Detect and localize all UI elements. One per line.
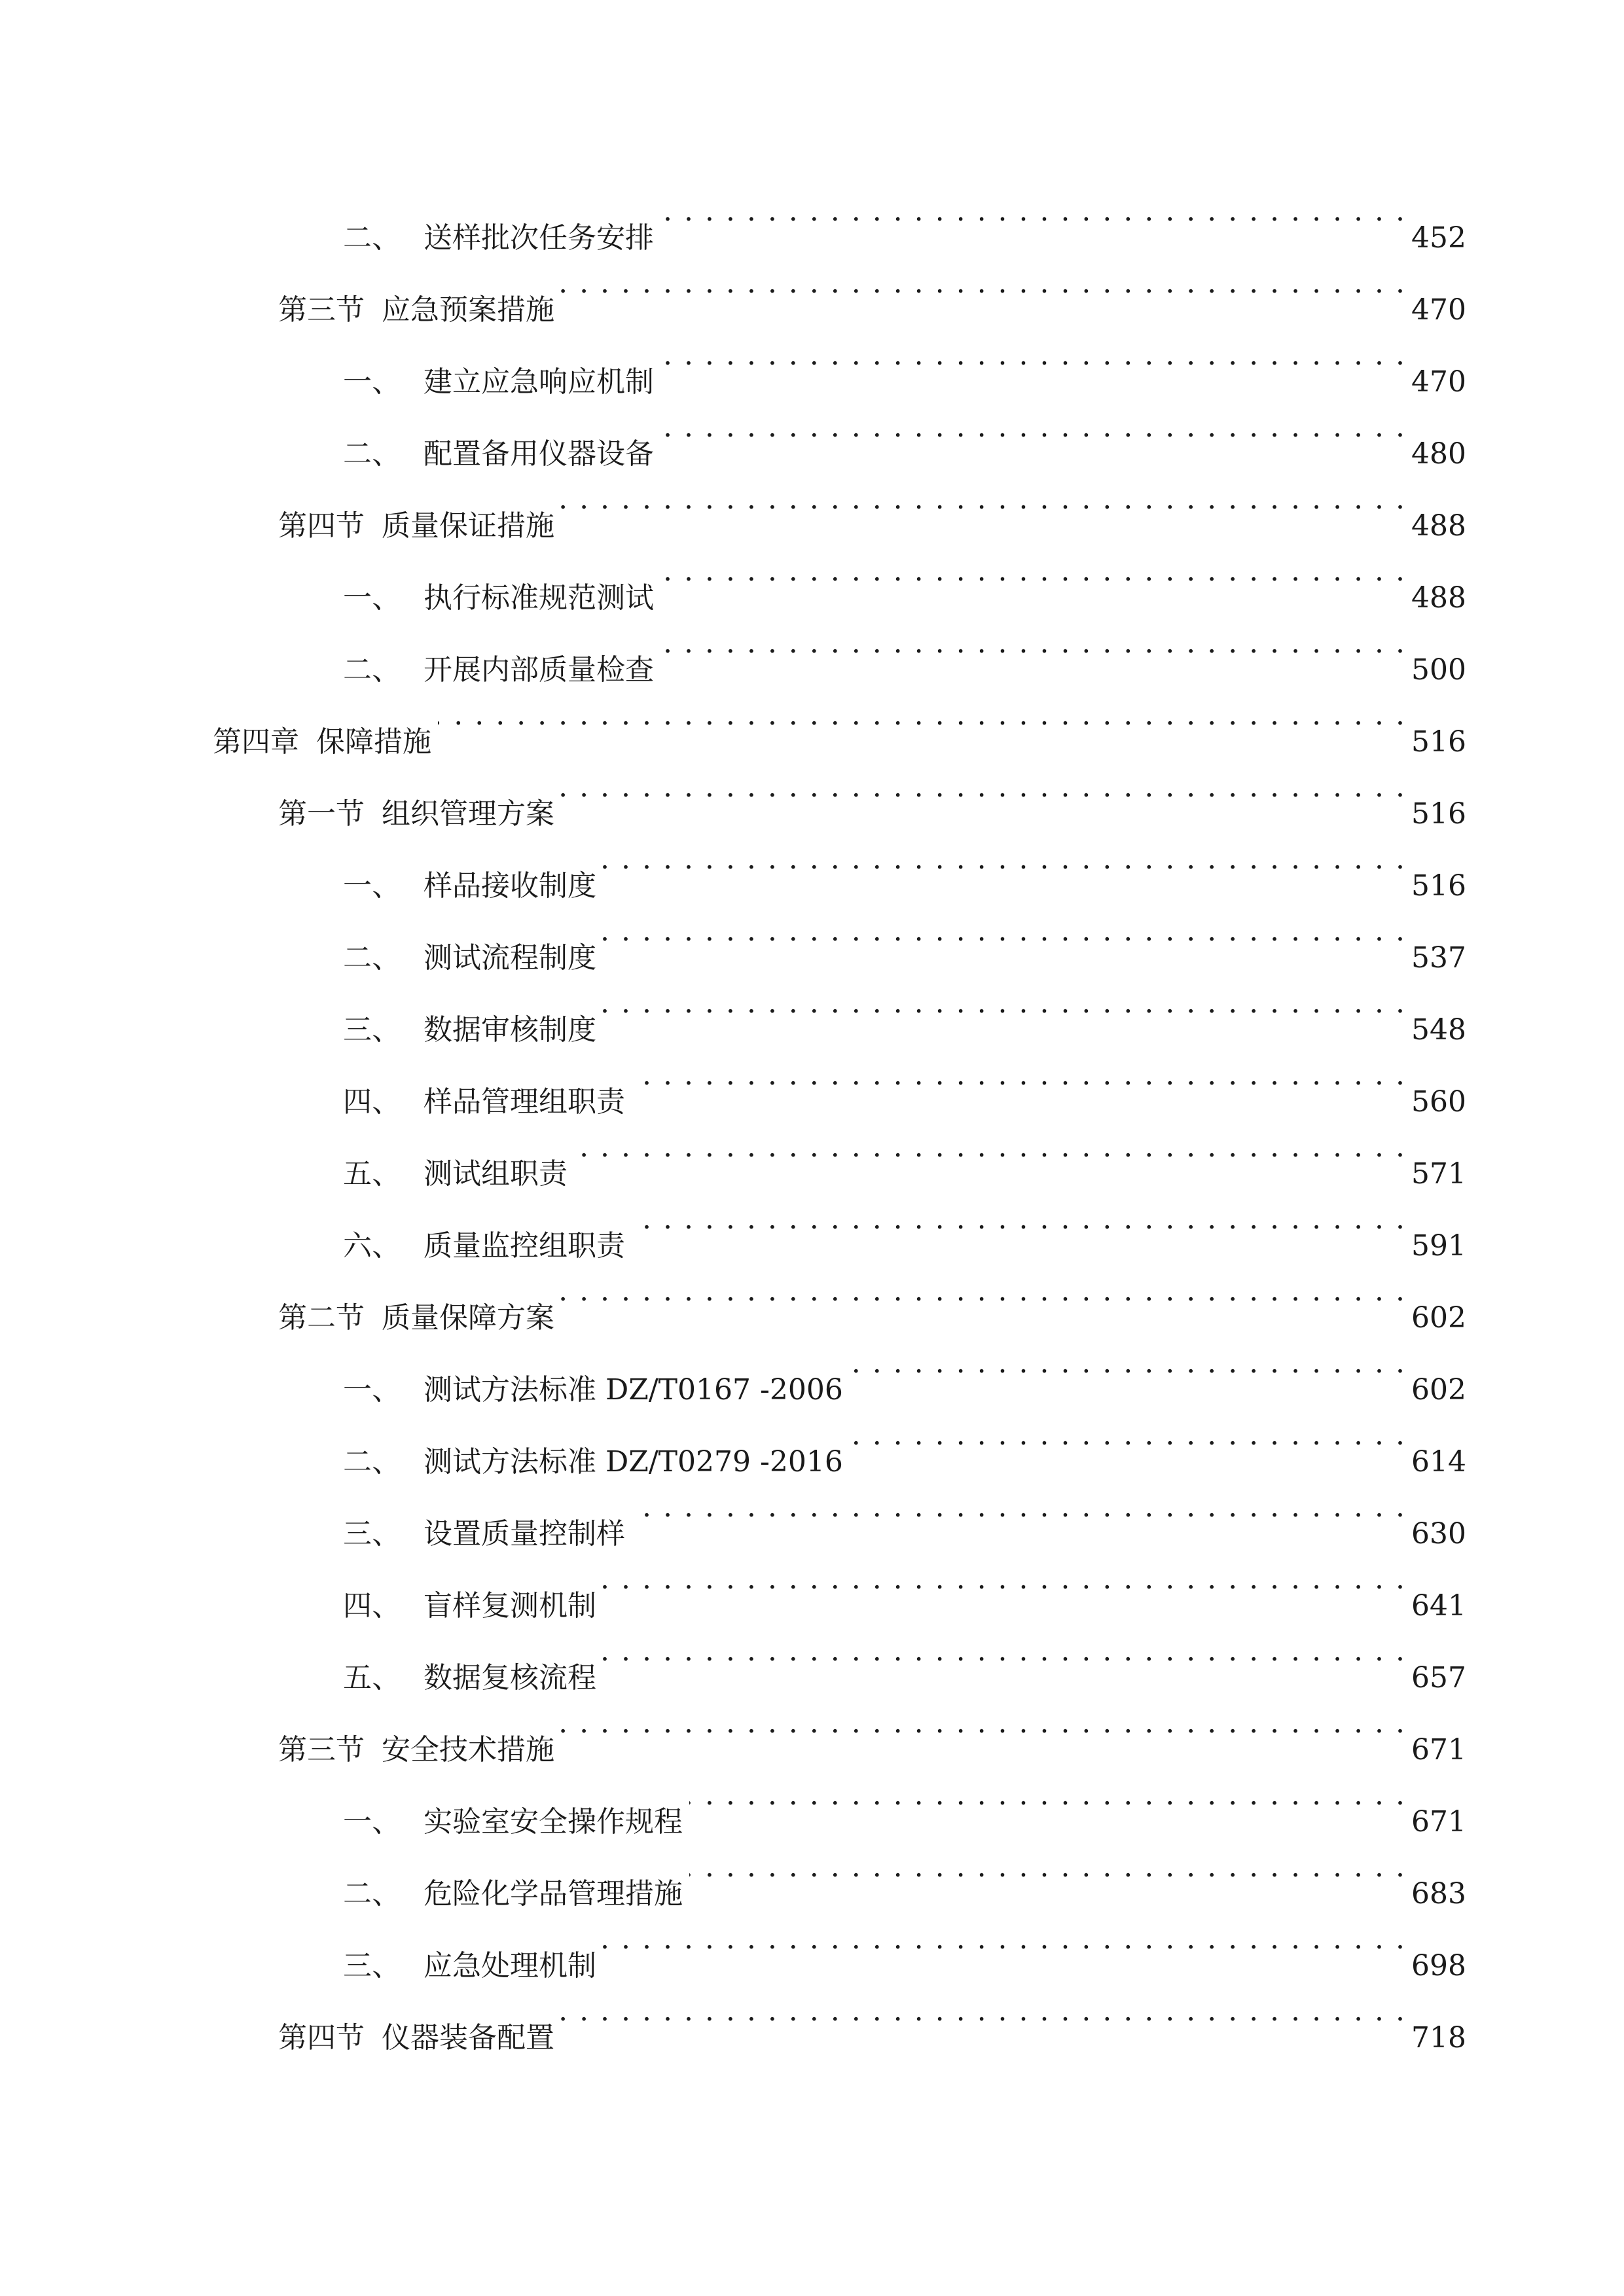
- toc-entry[interactable]: [0, 463, 1624, 543]
- toc-entry-page: 641: [1411, 1589, 1466, 1623]
- toc-entry-number: 二、: [343, 1877, 401, 1910]
- dot-leader: [561, 1255, 1406, 1327]
- toc-entry-page: 537: [1411, 941, 1466, 975]
- dot-leader: [603, 895, 1406, 967]
- dot-leader: [632, 1039, 1406, 1111]
- table-of-contents: [0, 175, 1624, 2054]
- dot-leader: [660, 607, 1406, 679]
- toc-entry-number: 二、: [343, 221, 401, 255]
- dot-leader: [603, 1543, 1406, 1615]
- toc-entry-page: 516: [1411, 725, 1466, 759]
- toc-entry-title: 危险化学品管理措施: [424, 1877, 683, 1910]
- toc-entry-title: 数据复核流程: [424, 1661, 596, 1695]
- dot-leader: [561, 1975, 1406, 2047]
- toc-entry-title: 样品管理组职责: [424, 1085, 625, 1119]
- dot-leader: [438, 679, 1406, 751]
- dot-leader: [603, 967, 1406, 1039]
- toc-entry-number: 五、: [343, 1661, 401, 1695]
- toc-entry-title: 样品接收制度: [424, 869, 596, 903]
- toc-entry-number: 三、: [343, 1517, 401, 1551]
- toc-entry-page: 488: [1411, 581, 1466, 615]
- toc-entry-number: 一、: [343, 581, 401, 615]
- dot-leader: [660, 535, 1406, 607]
- toc-entry-title: 测试组职责: [424, 1157, 568, 1191]
- toc-entry-page: 470: [1411, 365, 1466, 399]
- toc-entry-title: 盲样复测机制: [424, 1589, 596, 1623]
- toc-entry-page: 480: [1411, 437, 1466, 471]
- toc-entry[interactable]: [0, 1615, 1624, 1695]
- toc-entry-page: 683: [1411, 1877, 1466, 1910]
- dot-leader: [689, 1831, 1406, 1903]
- toc-entry-page: 488: [1411, 509, 1466, 543]
- toc-entry[interactable]: [0, 319, 1624, 399]
- toc-entry-page: 671: [1411, 1805, 1466, 1839]
- toc-entry-title: 保障措施: [316, 725, 431, 759]
- toc-entry-page: 614: [1411, 1445, 1466, 1479]
- dot-leader: [850, 1399, 1406, 1471]
- toc-entry-page: 560: [1411, 1085, 1466, 1119]
- toc-entry[interactable]: [0, 1327, 1624, 1407]
- dot-leader: [660, 175, 1406, 247]
- toc-entry-title: 执行标准规范测试: [424, 581, 654, 615]
- toc-entry[interactable]: [0, 607, 1624, 687]
- toc-entry-title: 应急预案措施: [382, 293, 554, 327]
- toc-entry-page: 470: [1411, 293, 1466, 327]
- toc-entry-number: 六、: [343, 1229, 401, 1263]
- toc-entry[interactable]: [0, 1687, 1624, 1767]
- toc-entry[interactable]: [0, 1183, 1624, 1263]
- toc-entry-title: 开展内部质量检查: [424, 653, 654, 687]
- dot-leader: [561, 1687, 1406, 1759]
- toc-entry[interactable]: [0, 1543, 1624, 1623]
- dot-leader: [561, 751, 1406, 823]
- toc-entry-title: 设置质量控制样: [424, 1517, 625, 1551]
- dot-leader: [561, 247, 1406, 319]
- toc-entry[interactable]: [0, 391, 1624, 471]
- toc-entry-page: 602: [1411, 1373, 1466, 1407]
- toc-entry-page: 548: [1411, 1013, 1466, 1047]
- toc-entry-number: 第四节: [278, 2021, 365, 2054]
- toc-entry-page: 591: [1411, 1229, 1466, 1263]
- toc-entry[interactable]: [0, 1903, 1624, 1982]
- toc-entry-title: 仪器装备配置: [382, 2021, 554, 2054]
- toc-entry-page: 516: [1411, 869, 1466, 903]
- dot-leader: [561, 463, 1406, 535]
- toc-entry-title: 送样批次任务安排: [424, 221, 654, 255]
- toc-entry[interactable]: [0, 1471, 1624, 1551]
- toc-entry-page: 452: [1411, 221, 1466, 255]
- toc-entry-page: 698: [1411, 1949, 1466, 1982]
- toc-entry-title: 测试方法标准 DZ/T0167 -2006: [424, 1373, 843, 1407]
- dot-leader: [660, 319, 1406, 391]
- toc-entry-number: 一、: [343, 1805, 401, 1839]
- dot-leader: [574, 1111, 1406, 1183]
- toc-entry[interactable]: [0, 1831, 1624, 1910]
- toc-entry[interactable]: [0, 1759, 1624, 1839]
- toc-entry[interactable]: [0, 1255, 1624, 1335]
- toc-entry-number: 第三节: [278, 293, 365, 327]
- toc-entry-title: 测试方法标准 DZ/T0279 -2016: [424, 1445, 843, 1479]
- toc-entry-number: 二、: [343, 941, 401, 975]
- toc-entry-title: 测试流程制度: [424, 941, 596, 975]
- toc-entry[interactable]: [0, 895, 1624, 975]
- toc-entry-title: 质量监控组职责: [424, 1229, 625, 1263]
- dot-leader: [603, 1903, 1406, 1975]
- toc-entry-number: 第四节: [278, 509, 365, 543]
- toc-entry-page: 602: [1411, 1301, 1466, 1335]
- toc-entry-page: 657: [1411, 1661, 1466, 1695]
- toc-entry-title: 建立应急响应机制: [424, 365, 654, 399]
- toc-entry-page: 516: [1411, 797, 1466, 831]
- toc-entry-number: 一、: [343, 869, 401, 903]
- toc-entry[interactable]: [0, 1111, 1624, 1191]
- dot-leader: [660, 391, 1406, 463]
- toc-entry[interactable]: [0, 1399, 1624, 1479]
- dot-leader: [850, 1327, 1406, 1399]
- toc-entry[interactable]: [0, 967, 1624, 1047]
- toc-entry-page: 500: [1411, 653, 1466, 687]
- dot-leader: [689, 1759, 1406, 1831]
- toc-entry-number: 三、: [343, 1949, 401, 1982]
- dot-leader: [632, 1183, 1406, 1255]
- toc-entry-title: 质量保证措施: [382, 509, 554, 543]
- toc-entry-title: 配置备用仪器设备: [424, 437, 654, 471]
- toc-entry-number: 第三节: [278, 1733, 365, 1767]
- toc-entry-number: 第四章: [213, 725, 299, 759]
- toc-entry-title: 数据审核制度: [424, 1013, 596, 1047]
- toc-entry-number: 一、: [343, 1373, 401, 1407]
- toc-entry[interactable]: [0, 679, 1624, 759]
- toc-entry-number: 二、: [343, 653, 401, 687]
- toc-entry-number: 四、: [343, 1085, 401, 1119]
- toc-entry-number: 第一节: [278, 797, 365, 831]
- toc-entry-number: 二、: [343, 437, 401, 471]
- toc-entry-title: 组织管理方案: [382, 797, 554, 831]
- toc-entry[interactable]: [0, 1039, 1624, 1119]
- toc-entry-title: 质量保障方案: [382, 1301, 554, 1335]
- toc-entry-number: 第二节: [278, 1301, 365, 1335]
- toc-entry-number: 四、: [343, 1589, 401, 1623]
- toc-entry-title: 实验室安全操作规程: [424, 1805, 683, 1839]
- toc-entry-number: 二、: [343, 1445, 401, 1479]
- dot-leader: [603, 1615, 1406, 1687]
- toc-entry-number: 三、: [343, 1013, 401, 1047]
- toc-entry-title: 安全技术措施: [382, 1733, 554, 1767]
- toc-entry[interactable]: [0, 1975, 1624, 2054]
- toc-entry[interactable]: [0, 175, 1624, 255]
- toc-entry-title: 应急处理机制: [424, 1949, 596, 1982]
- dot-leader: [632, 1471, 1406, 1543]
- toc-entry[interactable]: [0, 823, 1624, 903]
- toc-entry-page: 718: [1411, 2021, 1466, 2054]
- toc-entry-page: 630: [1411, 1517, 1466, 1551]
- toc-entry[interactable]: [0, 535, 1624, 615]
- toc-entry-number: 一、: [343, 365, 401, 399]
- toc-entry-page: 571: [1411, 1157, 1466, 1191]
- toc-entry-number: 五、: [343, 1157, 401, 1191]
- toc-entry-page: 671: [1411, 1733, 1466, 1767]
- dot-leader: [603, 823, 1406, 895]
- toc-entry[interactable]: [0, 751, 1624, 831]
- toc-entry[interactable]: [0, 247, 1624, 327]
